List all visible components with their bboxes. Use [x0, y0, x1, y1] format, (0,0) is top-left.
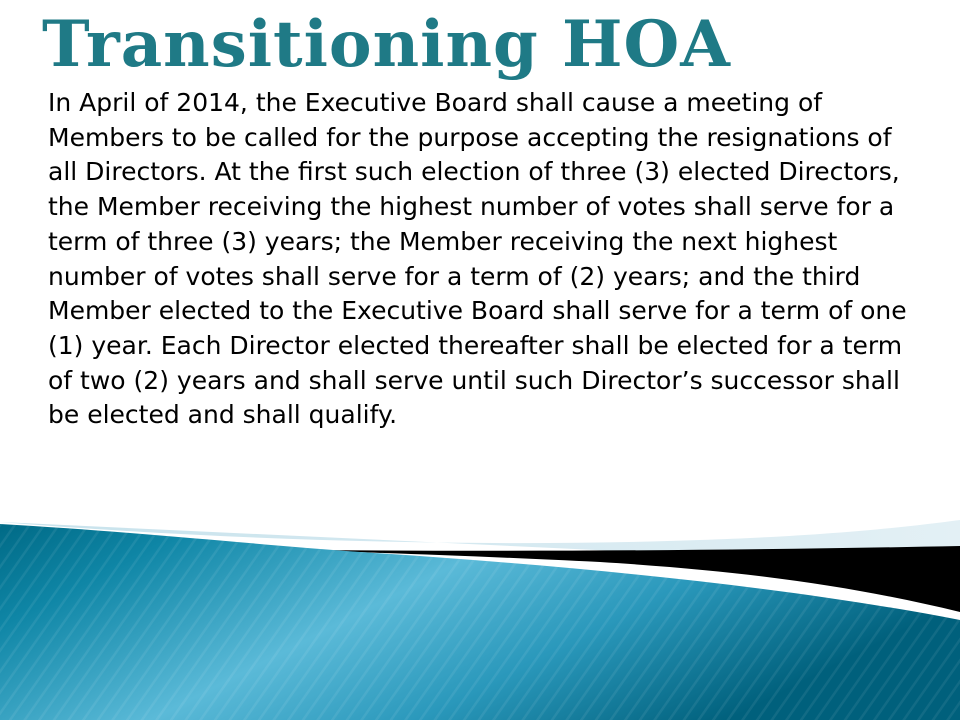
- slide-body-text: In April of 2014, the Executive Board shall cause a meeting of Members to be called for the purpose accepting the resignations of all Directors. At the first such election of three (3) elected Directors, the Member receiving the highest number of votes shall serve for a term of three (3) years; the Member receiving the next highest number of votes shall serve for a term of (2) years; and the third Member elected to the Executive Board shall serve for a term of one (1) year. Each Director elected thereafter shall be elected for a term of two (2) years and shall serve until such Director’s successor shall be elected and shall qualify.: [48, 88, 907, 430]
- teal-band: [0, 524, 960, 720]
- pale-swoosh: [0, 520, 960, 555]
- slide-title: Transitioning HOA: [42, 7, 731, 82]
- dark-shadow-band: [300, 546, 960, 612]
